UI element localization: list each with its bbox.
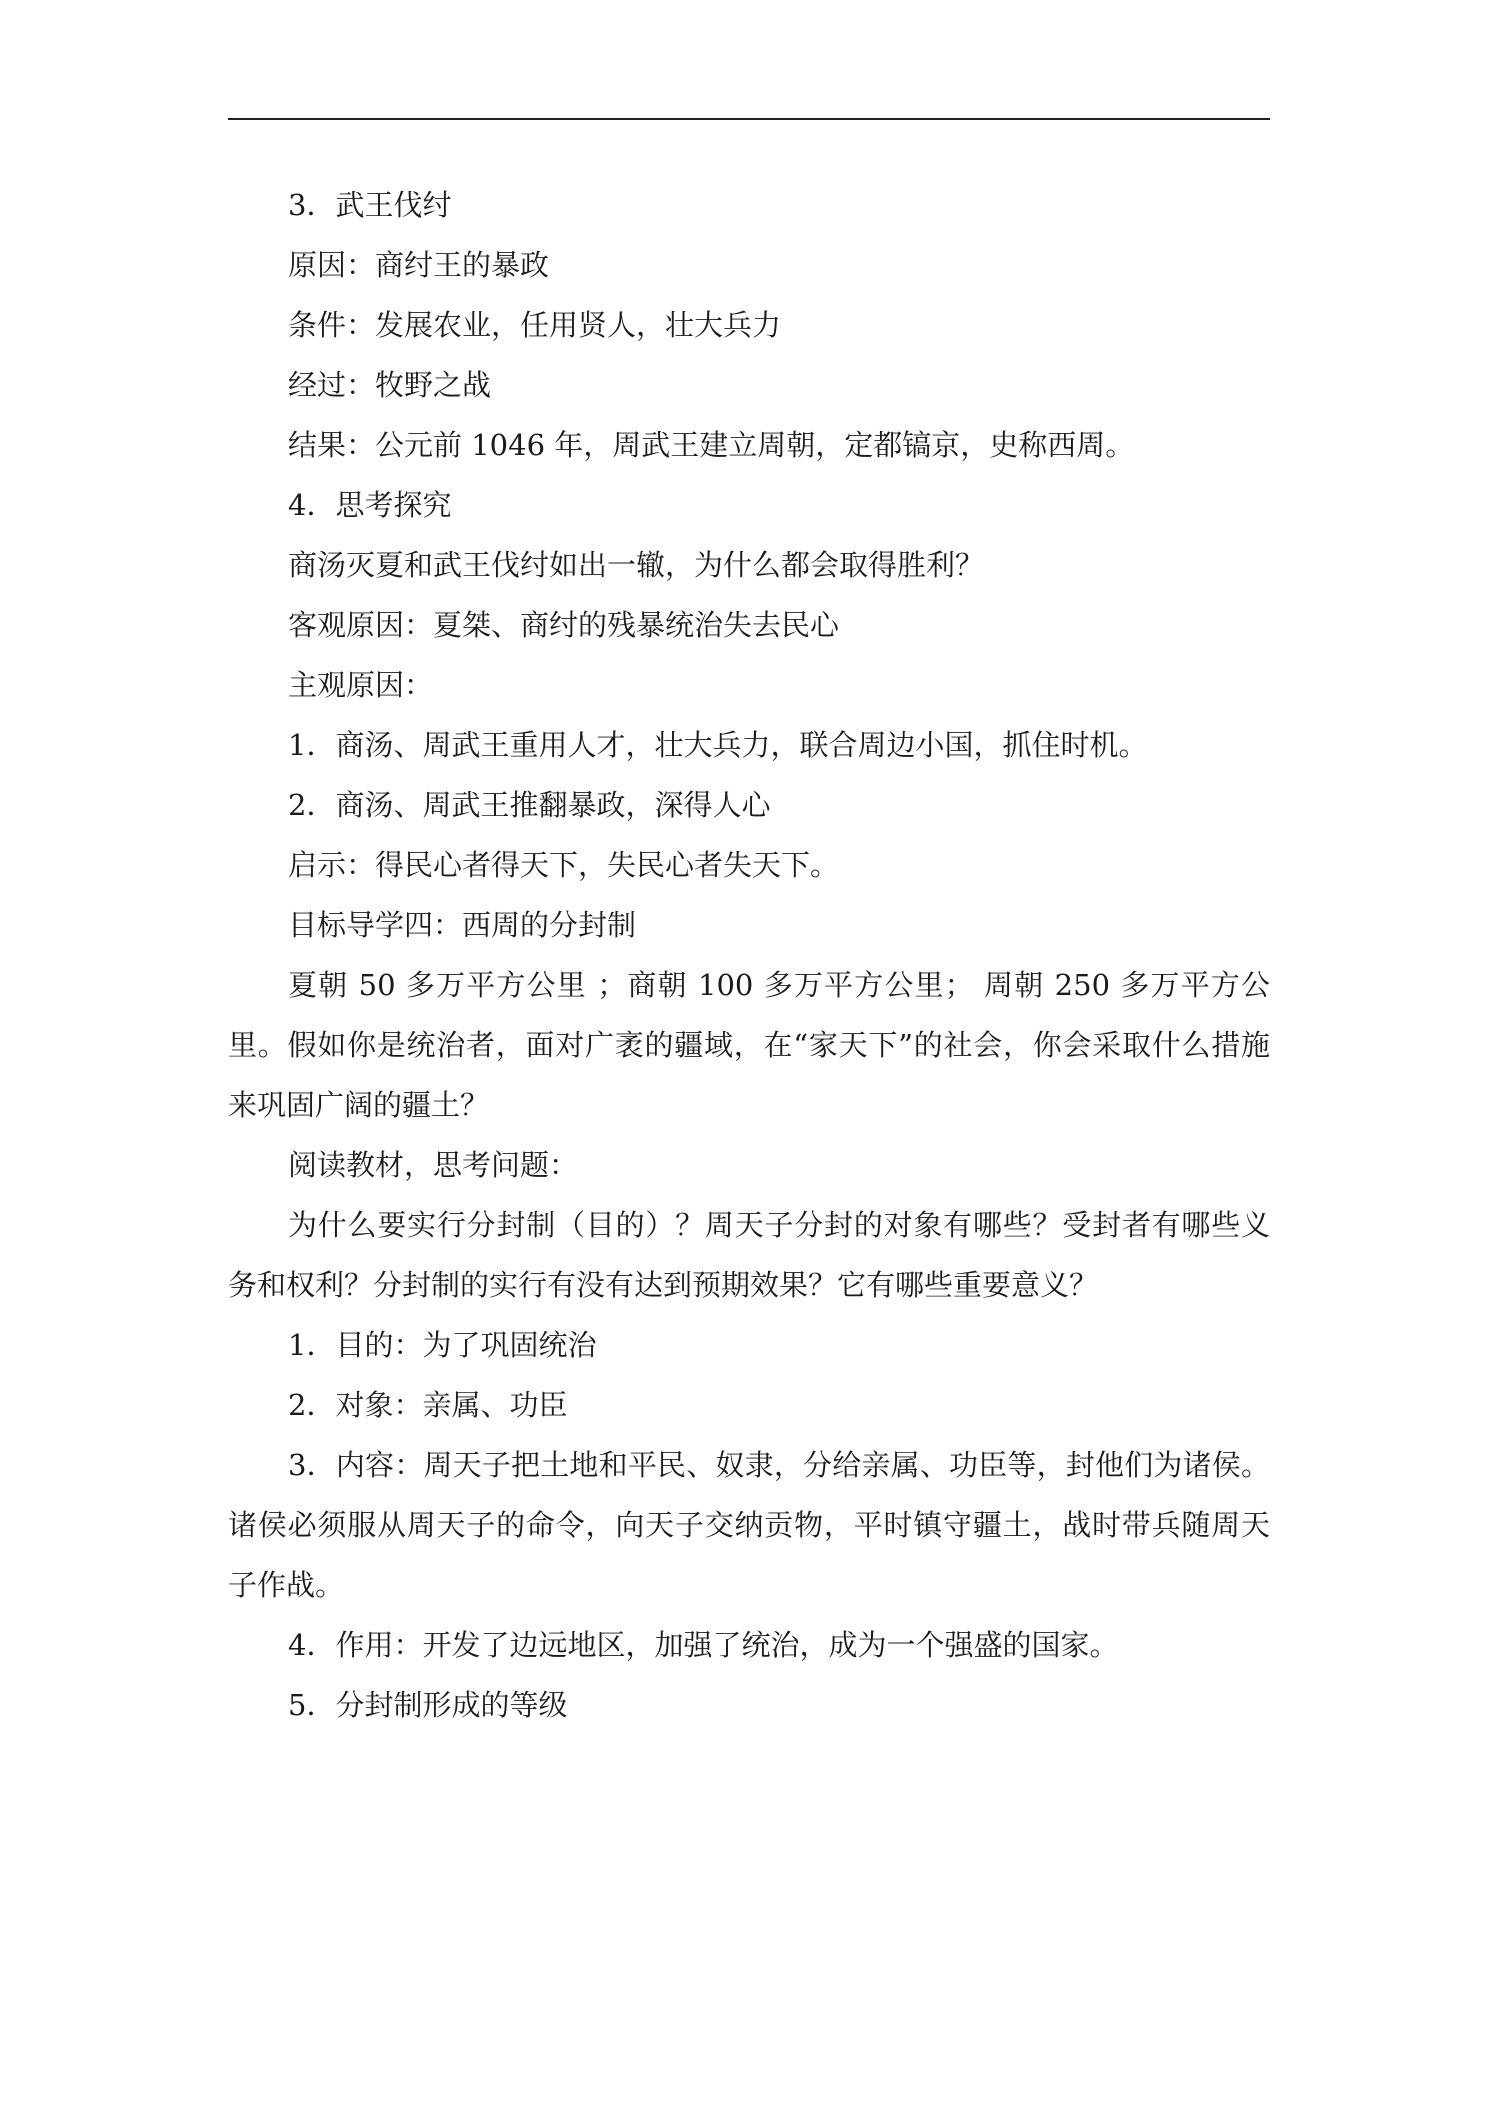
paragraph-process: 经过：牧野之战 <box>288 368 492 402</box>
header-rule <box>228 118 1270 120</box>
paragraph-effect: 4．作用：开发了边远地区，加强了统治，成为一个强盛的国家。 <box>288 1628 1119 1662</box>
paragraph-subjective-reason: 主观原因： <box>288 668 434 702</box>
paragraph-reason-2: 2．商汤、周武王推翻暴政，深得人心 <box>288 788 771 822</box>
paragraph-read-textbook: 阅读教材，思考问题： <box>288 1148 579 1182</box>
paragraph-targets: 2．对象：亲属、功臣 <box>288 1388 568 1422</box>
paragraph-purpose: 1．目的：为了巩固统治 <box>288 1328 597 1362</box>
paragraph-content: 3．内容：周天子把土地和平民、奴隶，分给亲属、功臣等，封他们为诸侯。诸侯必须服从周天子的命令，向天子交纳贡物，平时镇守疆土，战时带兵随周天子作战。 <box>228 1448 1270 1602</box>
paragraph-insight: 启示：得民心者得天下，失民心者失天下。 <box>288 848 840 882</box>
paragraph-question: 商汤灭夏和武王伐纣如出一辙，为什么都会取得胜利？ <box>288 548 985 582</box>
paragraph-territory: 夏朝 50 多万平方公里 ；商朝 100 多万平方公里； 周朝 250 多万平方公里。假如你是统治者，面对广袤的疆域，在“家天下”的社会，你会采取什么措施来巩固广阔的疆土？ <box>228 968 1270 1122</box>
document-body <box>228 175 1270 1735</box>
paragraph-conditions: 条件：发展农业，任用贤人，壮大兵力 <box>288 308 782 342</box>
paragraph-section-3-heading: 3．武王伐纣 <box>288 188 452 222</box>
paragraph-cause: 原因：商纣王的暴政 <box>288 248 550 282</box>
paragraph-questions: 为什么要实行分封制（目的）？周天子分封的对象有哪些？受封者有哪些义务和权利？分封制的实行有没有达到预期效果？它有哪些重要意义？ <box>228 1208 1270 1302</box>
paragraph-result: 结果：公元前 1046 年，周武王建立周朝，定都镐京，史称西周。 <box>288 428 1135 462</box>
paragraph-section-4-heading: 4．思考探究 <box>288 488 452 522</box>
paragraph-hierarchy: 5．分封制形成的等级 <box>288 1688 568 1722</box>
paragraph-objective-4-heading: 目标导学四：西周的分封制 <box>288 908 637 942</box>
paragraph-reason-1: 1．商汤、周武王重用人才，壮大兵力，联合周边小国，抓住时机。 <box>288 728 1148 762</box>
paragraph-objective-reason: 客观原因：夏桀、商纣的残暴统治失去民心 <box>288 608 840 642</box>
